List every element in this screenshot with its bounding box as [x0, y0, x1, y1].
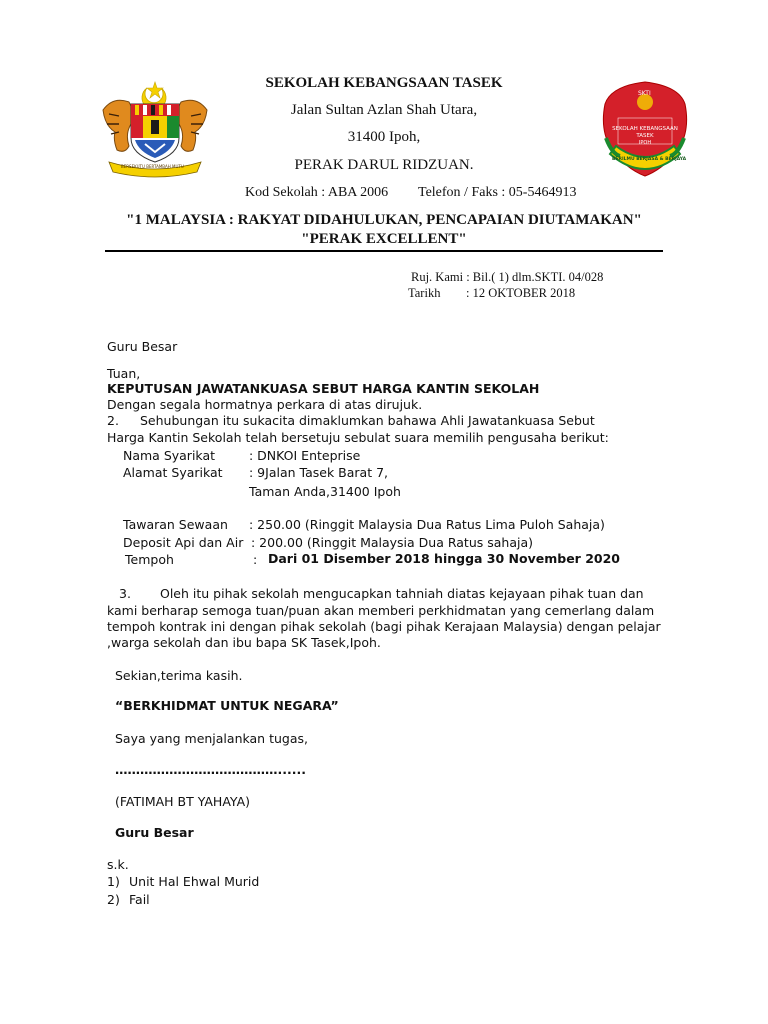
- company-label: Nama Syarikat: [123, 448, 216, 463]
- school-logo-motto: BERILMU BERJASA & BERJAYA: [612, 157, 687, 162]
- service-motto: “BERKHIDMAT UNTUK NEGARA”: [115, 698, 339, 713]
- address-value-2: Taman Anda,31400 Ipoh: [249, 484, 401, 499]
- signature-line: …………………………………......: [115, 762, 306, 777]
- signature-intro: Saya yang menjalankan tugas,: [115, 731, 308, 746]
- school-logo-text-3: IPOH: [638, 140, 652, 146]
- para2-line-1: Sehubungan itu sukacita dimaklumkan bahawa Ahli Jawatankuasa Sebut: [140, 413, 595, 428]
- period-colon: :: [253, 552, 258, 567]
- cc-item-2-number: 2): [107, 892, 120, 907]
- address-line-1: Jalan Sultan Azlan Shah Utara,: [290, 102, 478, 118]
- period-label: Tempoh: [125, 552, 174, 567]
- subject-line: KEPUTUSAN JAWATANKUASA SEBUT HARGA KANTIN SEKOLAH: [107, 381, 540, 396]
- intro-line: Dengan segala hormatnya perkara di atas dirujuk.: [107, 397, 423, 412]
- address-line-3: PERAK DARUL RIDZUAN.: [294, 157, 474, 173]
- address-label: Alamat Syarikat: [123, 465, 223, 480]
- rent-label: Tawaran Sewaan: [123, 517, 228, 532]
- cc-label: s.k.: [107, 857, 129, 872]
- reference-number: Ruj. Kami : Bil.( 1) dlm.SKTI. 04/028: [411, 270, 604, 284]
- cc-item-1-number: 1): [107, 874, 120, 889]
- signatory-title: Guru Besar: [115, 825, 194, 840]
- para3-number: 3.: [119, 586, 131, 601]
- signatory-name: (FATIMAH BT YAHAYA): [115, 794, 251, 809]
- cc-item-2: Fail: [129, 892, 150, 907]
- para3-line-3: tempoh kontrak ini dengan pihak sekolah (bagi pihak Kerajaan Malaysia) dengan pelajar: [107, 619, 661, 634]
- address-value-1: : 9Jalan Tasek Barat 7,: [249, 465, 388, 480]
- para3-line-1: Oleh itu pihak sekolah mengucapkan tahniah diatas kejayaan pihak tuan dan: [160, 586, 644, 601]
- slogan-line-1: "1 MALAYSIA : RAKYAT DIDAHULUKAN, PENCAPAIAN DIUTAMAKAN": [126, 212, 642, 228]
- para2-line-2: Harga Kantin Sekolah telah bersetuju sebulat suara memilih pengusaha berikut:: [107, 430, 609, 445]
- address-line-2: 31400 Ipoh,: [347, 129, 421, 145]
- school-logo-top-text: SKTI: [638, 90, 651, 97]
- salutation: Tuan,: [107, 366, 141, 381]
- school-name: SEKOLAH KEBANGSAAN TASEK: [265, 75, 503, 91]
- deposit-label: Deposit Api dan Air: [123, 535, 244, 550]
- header-divider: [105, 250, 663, 252]
- slogan-line-2: "PERAK EXCELLENT": [301, 231, 467, 247]
- rent-value: : 250.00 (Ringgit Malaysia Dua Ratus Lima Puloh Sahaja): [249, 517, 605, 532]
- para3-line-4: ,warga sekolah dan ibu bapa SK Tasek,Ipoh.: [107, 635, 381, 650]
- school-logo-text-2: TASEK: [636, 133, 654, 139]
- period-value: Dari 01 Disember 2018 hingga 30 November 2020: [268, 551, 620, 566]
- school-logo-text-1: SEKOLAH KEBANGSAAN: [612, 126, 678, 132]
- crest-motto: BERSEKUTU BERTAMBAH MUTU: [121, 164, 184, 169]
- para2-number: 2.: [107, 413, 119, 428]
- deposit-value: : 200.00 (Ringgit Malaysia Dua Ratus sahaja): [251, 535, 533, 550]
- para3-line-2: kami berharap semoga tuan/puan akan memberi perkhidmatan yang cemerlang dalam: [107, 603, 655, 618]
- date-label: Tarikh: [408, 286, 441, 300]
- school-code: Kod Sekolah : ABA 2006: [245, 185, 389, 200]
- company-value: : DNKOI Enteprise: [249, 448, 361, 463]
- closing-line: Sekian,terima kasih.: [115, 668, 243, 683]
- phone-fax: Telefon / Faks : 05-5464913: [418, 185, 577, 200]
- cc-item-1: Unit Hal Ehwal Murid: [129, 874, 260, 889]
- recipient: Guru Besar: [107, 339, 178, 354]
- date-value: : 12 OKTOBER 2018: [466, 286, 576, 300]
